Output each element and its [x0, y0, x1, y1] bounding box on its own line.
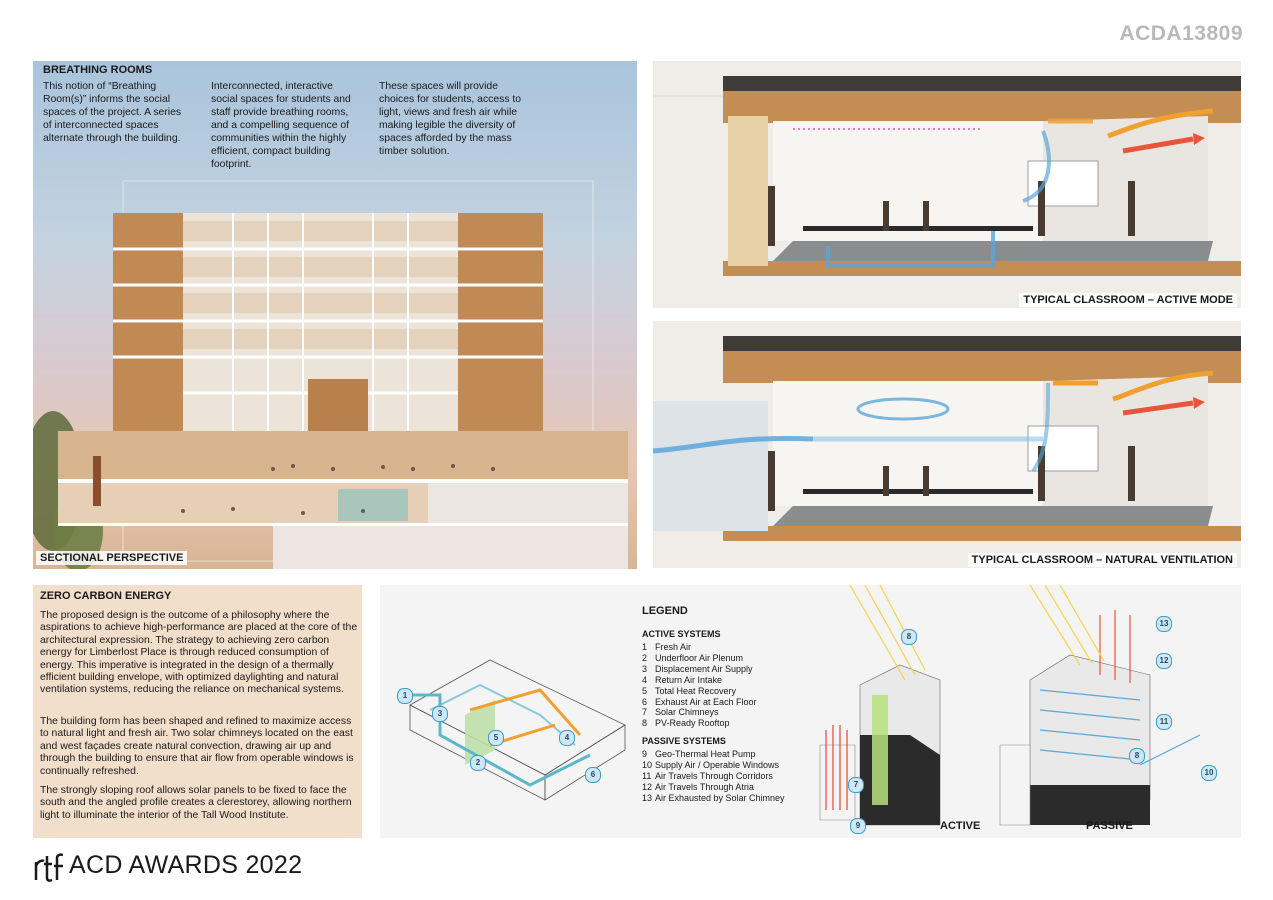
legend-item-label: Air Travels Through Atria [655, 781, 754, 792]
breathing-rooms-title: BREATHING ROOMS [43, 64, 153, 76]
classroom-natural-image [653, 321, 1241, 568]
diagram-marker-10: 10 [1201, 765, 1217, 781]
legend-active-list [642, 642, 785, 729]
legend-item [642, 718, 785, 729]
diagram-marker-7: 7 [848, 777, 864, 793]
zero-carbon-paragraph-1: The proposed design is the outcome of a philosophy where the aspirations to achieve high-performance are placed at the core of the architectural expression. The strategy to achieving zero carbon energy for Limberlost Place is through reduced consumption of energy. This imperative is integrated in the design of a thermally efficient building envelope, with optimized daylighting and natural ventilation systems, reducing the reliance on mechanical systems. [40, 610, 358, 696]
diagram-marker-2: 2 [470, 755, 486, 771]
legend-item-number: 12 [642, 781, 653, 792]
legend-item-number: 7 [642, 707, 648, 718]
legend-item-number: 13 [642, 792, 653, 803]
zero-carbon-paragraph-2: The building form has been shaped and refined to maximize access to natural light and fresh air. Two solar chimneys located on the east and west façades create natural convection, drawing air up and through the building to ensure that air flow from operable windows is continually refreshed. [40, 716, 354, 777]
sectional-perspective-panel [33, 61, 637, 569]
legend [642, 605, 785, 804]
legend-item-label: Air Exhausted by Solar Chimney [655, 792, 785, 803]
diagram-marker-13: 13 [1156, 616, 1172, 632]
legend-item [642, 664, 785, 675]
legend-item-label: Underfloor Air Plenum [655, 652, 744, 663]
sectional-perspective-caption: SECTIONAL PERSPECTIVE [36, 551, 187, 565]
legend-item-number: 8 [642, 718, 648, 729]
zero-carbon-panel [33, 585, 362, 838]
diagram-marker-8: 8 [901, 629, 917, 645]
legend-item-label: Exhaust Air at Each Floor [655, 696, 757, 707]
legend-item-label: Supply Air / Operable Windows [655, 760, 780, 771]
footer-brand: ACD AWARDS 2022 [69, 851, 303, 879]
legend-item-number: 9 [642, 749, 648, 760]
legend-item [642, 707, 785, 718]
legend-item [642, 793, 785, 804]
legend-item-number: 4 [642, 674, 648, 685]
diagram-marker-3: 3 [432, 706, 448, 722]
legend-active-title: ACTIVE SYSTEMS [642, 629, 721, 639]
diagram-marker-9: 9 [850, 818, 866, 834]
rtf-logo-icon [33, 852, 63, 882]
zero-carbon-title: ZERO CARBON ENERGY [40, 590, 172, 602]
legend-passive-list [642, 749, 785, 804]
legend-item [642, 749, 785, 760]
legend-item [642, 642, 785, 653]
zero-carbon-paragraph-3: The strongly sloping roof allows solar panels to be fixed to face the south and the angled profile creates a clerestorey, allowing northern light to illuminate the interior of the Tall Wood Institute. [40, 785, 352, 821]
breathing-rooms-col-1: This notion of “Breathing Room(s)” informs the social spaces of the project. A series of interconnected spaces alternate through the building. [43, 81, 182, 144]
legend-item [642, 697, 785, 708]
legend-title: LEGEND [642, 605, 688, 617]
legend-item-label: Displacement Air Supply [655, 663, 753, 674]
diagram-marker-5: 5 [488, 730, 504, 746]
legend-item [642, 686, 785, 697]
legend-item-number: 2 [642, 652, 648, 663]
diagram-marker-12: 12 [1156, 653, 1172, 669]
legend-item-number: 6 [642, 696, 648, 707]
legend-item-label: Air Travels Through Corridors [655, 771, 773, 782]
legend-item [642, 653, 785, 664]
legend-item [642, 760, 785, 771]
classroom-natural-panel [653, 321, 1241, 568]
legend-item-label: Fresh Air [655, 642, 692, 652]
legend-passive-title: PASSIVE SYSTEMS [642, 736, 726, 747]
diagram-marker-11: 11 [1156, 714, 1172, 730]
legend-item-label: Total Heat Recovery [655, 685, 737, 696]
legend-item-number: 11 [642, 771, 652, 782]
legend-item-number: 5 [642, 685, 648, 696]
legend-item [642, 771, 785, 782]
breathing-rooms-col-2: Interconnected, interactive social spaces for students and staff provide breathing rooms, and a compelling sequence of communities within the highly efficient, compact building footprint. [211, 81, 351, 170]
active-diagram-label: ACTIVE [940, 820, 981, 832]
legend-item-number: 1 [642, 642, 648, 652]
diagram-marker-6: 6 [585, 767, 601, 783]
legend-item-label: Return Air Intake [655, 674, 723, 685]
legend-item-number: 3 [642, 663, 648, 674]
systems-diagram-panel [380, 585, 1241, 838]
diagram-marker-4: 4 [559, 730, 575, 746]
legend-item-label: Solar Chimneys [655, 707, 719, 718]
classroom-active-panel [653, 61, 1241, 308]
legend-item-label: Geo-Thermal Heat Pump [655, 749, 756, 760]
classroom-active-image [653, 61, 1241, 308]
diagram-marker-8-passive: 8 [1129, 748, 1145, 764]
classroom-natural-caption: TYPICAL CLASSROOM – NATURAL VENTILATION [968, 553, 1237, 567]
legend-item-label: PV-Ready Rooftop [655, 718, 730, 729]
legend-item-number: 10 [642, 760, 653, 771]
legend-item [642, 782, 785, 793]
classroom-active-caption: TYPICAL CLASSROOM – ACTIVE MODE [1019, 293, 1237, 307]
entry-code: ACDA13809 [1119, 22, 1243, 45]
breathing-rooms-col-3: These spaces will provide choices for students, access to light, views and fresh air while making legible the diversity of spaces afforded by the mass timber solution. [379, 81, 522, 157]
systems-diagram-image [380, 585, 1241, 838]
passive-diagram-label: PASSIVE [1086, 820, 1133, 832]
legend-item [642, 675, 785, 686]
diagram-marker-1: 1 [397, 688, 413, 704]
